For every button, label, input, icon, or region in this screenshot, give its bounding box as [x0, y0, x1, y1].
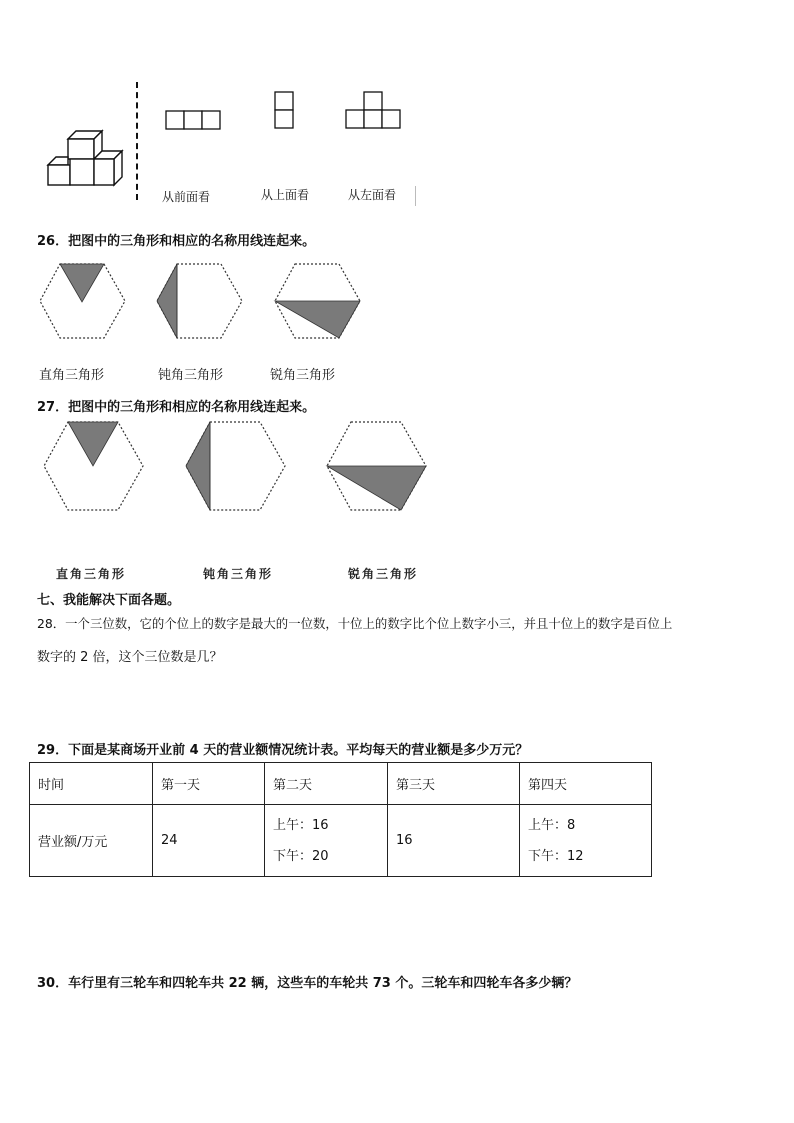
header-cell-day1: 第一天 — [153, 763, 265, 805]
q26-hexagon-obtuse-triangle — [155, 262, 245, 340]
divider-dashed — [136, 82, 138, 200]
q26-label-obtuse: 钝角三角形 — [158, 368, 224, 383]
front-view-label: 从前面看 — [162, 190, 211, 204]
q26-title: 26．把图中的三角形和相应的名称用线连起来。 — [37, 234, 316, 249]
cell-day4-pm: 下午：12 — [528, 848, 584, 864]
q27-hexagon-right-triangle — [42, 420, 146, 512]
q27-label-obtuse: 钝角三角形 — [203, 567, 274, 581]
section-7-title: 七、我能解决下面各题。 — [37, 593, 181, 608]
q26-label-acute: 锐角三角形 — [270, 368, 336, 383]
q30-text: 30．车行里有三轮车和四轮车共 22 辆，这些车的车轮共 73 个。三轮车和四轮车各多少辆？ — [37, 976, 578, 991]
header-cell-time: 时间 — [30, 763, 153, 805]
q27-label-right: 直角三角形 — [56, 567, 127, 581]
q27-label-acute: 锐角三角形 — [348, 567, 419, 581]
cell-day2 — [265, 805, 388, 877]
left-view-label: 从左面看 — [348, 188, 397, 202]
header-cell-day4: 第四天 — [520, 763, 652, 805]
header-cell-day2: 第二天 — [265, 763, 388, 805]
top-view-label: 从上面看 — [261, 188, 310, 202]
q28-line-1: 28．一个三位数，它的个位上的数字是最大的一位数，十位上的数字比个位上数字小三，并且十位上的数字是百位上 — [37, 616, 673, 631]
left-view-figure — [345, 91, 403, 131]
cell-day2-am: 上午：16 — [273, 817, 329, 833]
q28-line-2: 数字的 2 倍，这个三位数是几？ — [37, 650, 223, 665]
table-row — [30, 805, 652, 877]
q27-hexagon-obtuse-triangle — [184, 420, 288, 512]
cell-day4-am: 上午：8 — [528, 817, 576, 833]
sales-table — [29, 762, 652, 877]
row-label-revenue: 营业额/万元 — [30, 805, 153, 877]
cell-day2-pm: 下午：20 — [273, 848, 329, 864]
cell-day4 — [520, 805, 652, 877]
cell-day1-value: 24 — [153, 805, 265, 877]
table-header-row — [30, 763, 652, 805]
cube-stack-figure — [40, 125, 130, 190]
q26-label-right: 直角三角形 — [39, 368, 105, 383]
top-view-figure — [274, 91, 296, 131]
q29-title: 29．下面是某商场开业前 4 天的营业额情况统计表。平均每天的营业额是多少万元？ — [37, 743, 529, 758]
header-cell-day3: 第三天 — [388, 763, 520, 805]
q26-hexagon-right-triangle — [38, 262, 128, 340]
q27-hexagon-acute-triangle — [325, 420, 429, 512]
q27-title: 27．把图中的三角形和相应的名称用线连起来。 — [37, 400, 316, 415]
cell-day3-value: 16 — [388, 805, 520, 877]
q26-hexagon-acute-triangle — [273, 262, 363, 340]
front-view-figure — [165, 110, 223, 132]
right-edge-mark — [415, 186, 416, 206]
